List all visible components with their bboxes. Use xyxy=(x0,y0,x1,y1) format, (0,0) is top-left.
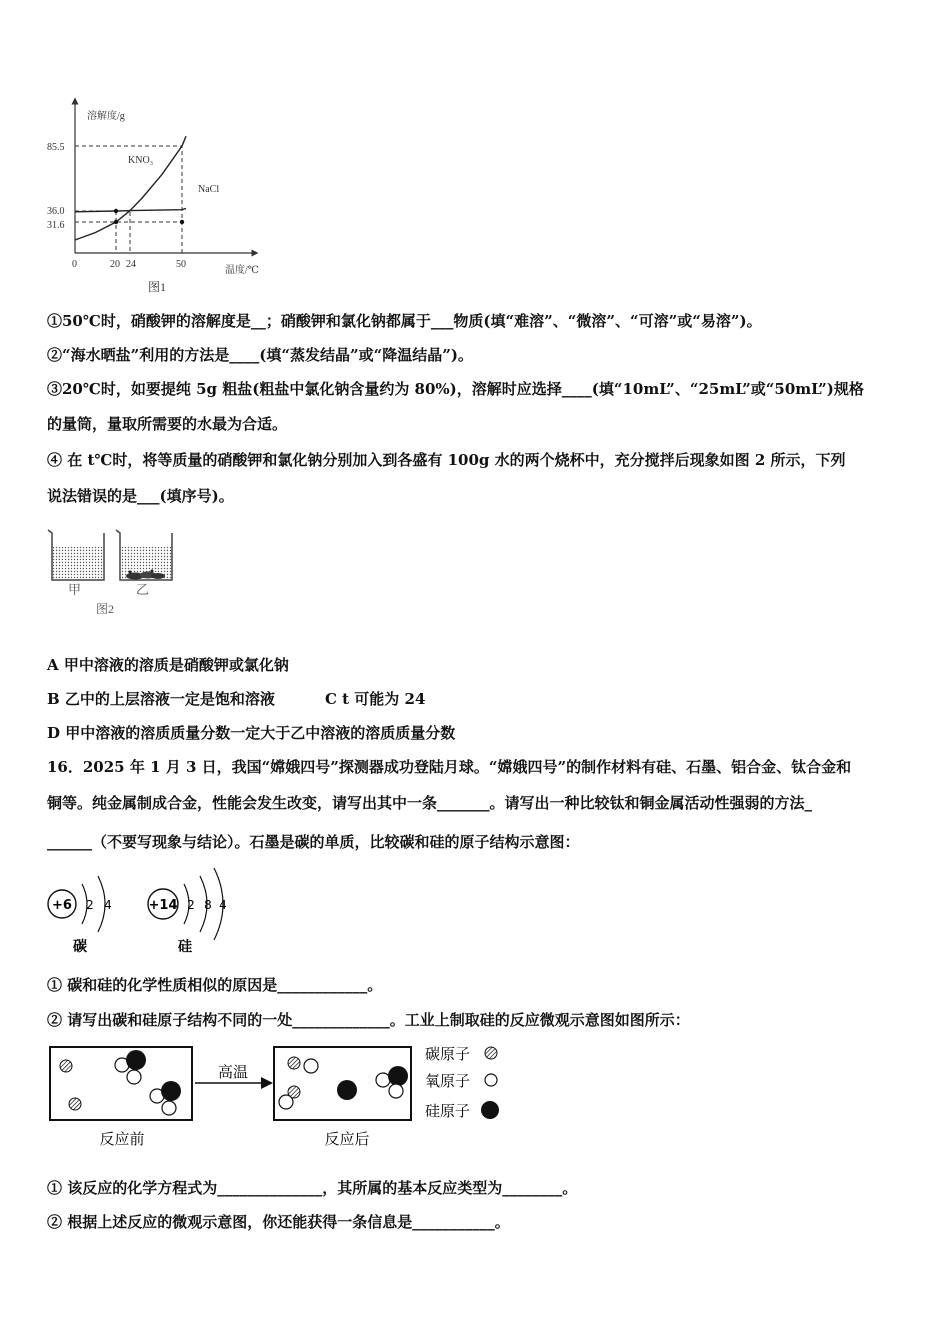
x-tick-24: 24 xyxy=(126,259,136,270)
option-a: A 甲中溶液的溶质是硝酸钾或氯化钠 xyxy=(47,656,289,674)
q16-line3: ______（不要写现象与结论）。石墨是碳的单质，比较碳和硅的原子结构示意图： xyxy=(47,833,580,851)
option-d: D 甲中溶液的溶质质量分数一定大于乙中溶液的溶质质量分数 xyxy=(47,724,456,742)
carbon-name: 碳 xyxy=(73,940,87,955)
q16-sub1: ① 碳和硅的化学性质相似的原因是____________。 xyxy=(47,976,383,994)
q15-line4: 的量筒，量取所需要的水最为合适。 xyxy=(47,415,288,433)
point-20-31 xyxy=(114,220,118,224)
silicon-nucleus: +14 xyxy=(148,898,178,913)
y-axis-label: 溶解度/g xyxy=(87,111,125,122)
q15-line2: ②“海水晒盐”利用的方法是____(填“蒸发结晶”或“降温结晶”)。 xyxy=(47,346,473,364)
y-tick-36: 36.0 xyxy=(47,206,65,217)
point-50-37 xyxy=(180,220,184,224)
silicon-shell-1: 2 xyxy=(187,898,195,912)
legend-silicon-symbol xyxy=(481,1101,499,1119)
q16-line1: 16．2025 年 1 月 3 日，我国“嫦娥四号”探测器成功登陆月球。“嫦娥四号”的制作材料有硅、石墨、铝合金、钛合金和 xyxy=(47,758,852,776)
option-c: C t 可能为 24 xyxy=(325,690,426,708)
beaker-a-label: 甲 xyxy=(68,582,82,597)
fig2-caption: 图2 xyxy=(96,602,115,616)
beaker-figure xyxy=(40,525,190,620)
legend-carbon: 碳原子 xyxy=(425,1045,471,1063)
solubility-chart-svg xyxy=(40,95,280,300)
beaker-b xyxy=(116,530,172,580)
after-box xyxy=(274,1047,411,1120)
x-tick-0: 0 xyxy=(72,259,77,270)
legend-carbon-symbol xyxy=(485,1047,497,1059)
series-line-0 xyxy=(75,136,186,240)
q16-line2: 铜等。纯金属制成合金，性能会发生改变，请写出其中一条_______。请写出一种比较钛和铜金属活动性强弱的方法_ xyxy=(47,794,813,812)
nacl-label: NaCl xyxy=(198,184,220,195)
y-tick-85: 85.5 xyxy=(47,142,65,153)
silicon-atom xyxy=(148,868,227,955)
legend xyxy=(425,1045,499,1120)
atom-structure-figure xyxy=(42,862,242,962)
x-axis-label: 温度/℃ xyxy=(225,265,259,276)
x-tick-20: 20 xyxy=(110,259,120,270)
legend-oxygen: 氧原子 xyxy=(425,1072,471,1090)
silicon-shell-2: 8 xyxy=(204,898,212,912)
legend-oxygen-symbol xyxy=(485,1074,497,1086)
carbon-shell-1: 2 xyxy=(86,898,94,912)
solubility-chart xyxy=(40,95,280,300)
q15-line3: ③20℃时，如要提纯 5g 粗盐(粗盐中氯化钠含量约为 80%)，溶解时应选择____(填“10mL”、“25mL”或“50mL”)规格 xyxy=(47,380,864,398)
after-label: 反应后 xyxy=(324,1130,370,1148)
carbon-atom xyxy=(48,876,112,955)
legend-silicon: 硅原子 xyxy=(425,1102,471,1120)
point-20-36 xyxy=(114,209,118,213)
beaker-a xyxy=(48,530,104,580)
q15-line5: ④ 在 t℃时，将等质量的硝酸钾和氯化钠分别加入到各盛有 100g 水的两个烧杯中，充分搅拌后现象如图 2 所示，下列 xyxy=(47,451,846,469)
q15-line1: ①50℃时，硝酸钾的溶解度是__；硝酸钾和氯化钠都属于___物质(填“难溶”、“微溶”、“可溶”或“易溶”)。 xyxy=(47,312,762,330)
q16-sub2: ② 请写出碳和硅原子结构不同的一处_____________。工业上制取硅的反应微观示意图如图所示： xyxy=(47,1011,690,1029)
carbon-nucleus: +6 xyxy=(52,898,72,913)
before-label: 反应前 xyxy=(99,1130,145,1148)
x-tick-50: 50 xyxy=(176,259,186,270)
beaker-b-label: 乙 xyxy=(136,582,150,597)
reaction-diagram xyxy=(45,1040,515,1155)
q16-sub3: ① 该反应的化学方程式为______________，其所属的基本反应类型为________。 xyxy=(47,1179,578,1197)
silicon-name: 硅 xyxy=(178,940,192,955)
silicon-shell-3: 4 xyxy=(219,898,227,912)
reaction-condition: 高温 xyxy=(217,1063,249,1081)
before-box xyxy=(50,1047,192,1120)
q15-line6: 说法错误的是___(填序号)。 xyxy=(47,487,234,505)
carbon-shell-2: 4 xyxy=(104,898,112,912)
series-line-1 xyxy=(75,208,186,211)
fig1-caption: 图1 xyxy=(148,280,167,294)
q16-sub4: ② 根据上述反应的微观示意图，你还能获得一条信息是___________。 xyxy=(47,1213,510,1231)
option-b: B 乙中的上层溶液一定是饱和溶液 xyxy=(47,690,275,708)
y-tick-31: 31.6 xyxy=(47,220,65,231)
kno3-label: KNO₃ xyxy=(128,155,154,166)
